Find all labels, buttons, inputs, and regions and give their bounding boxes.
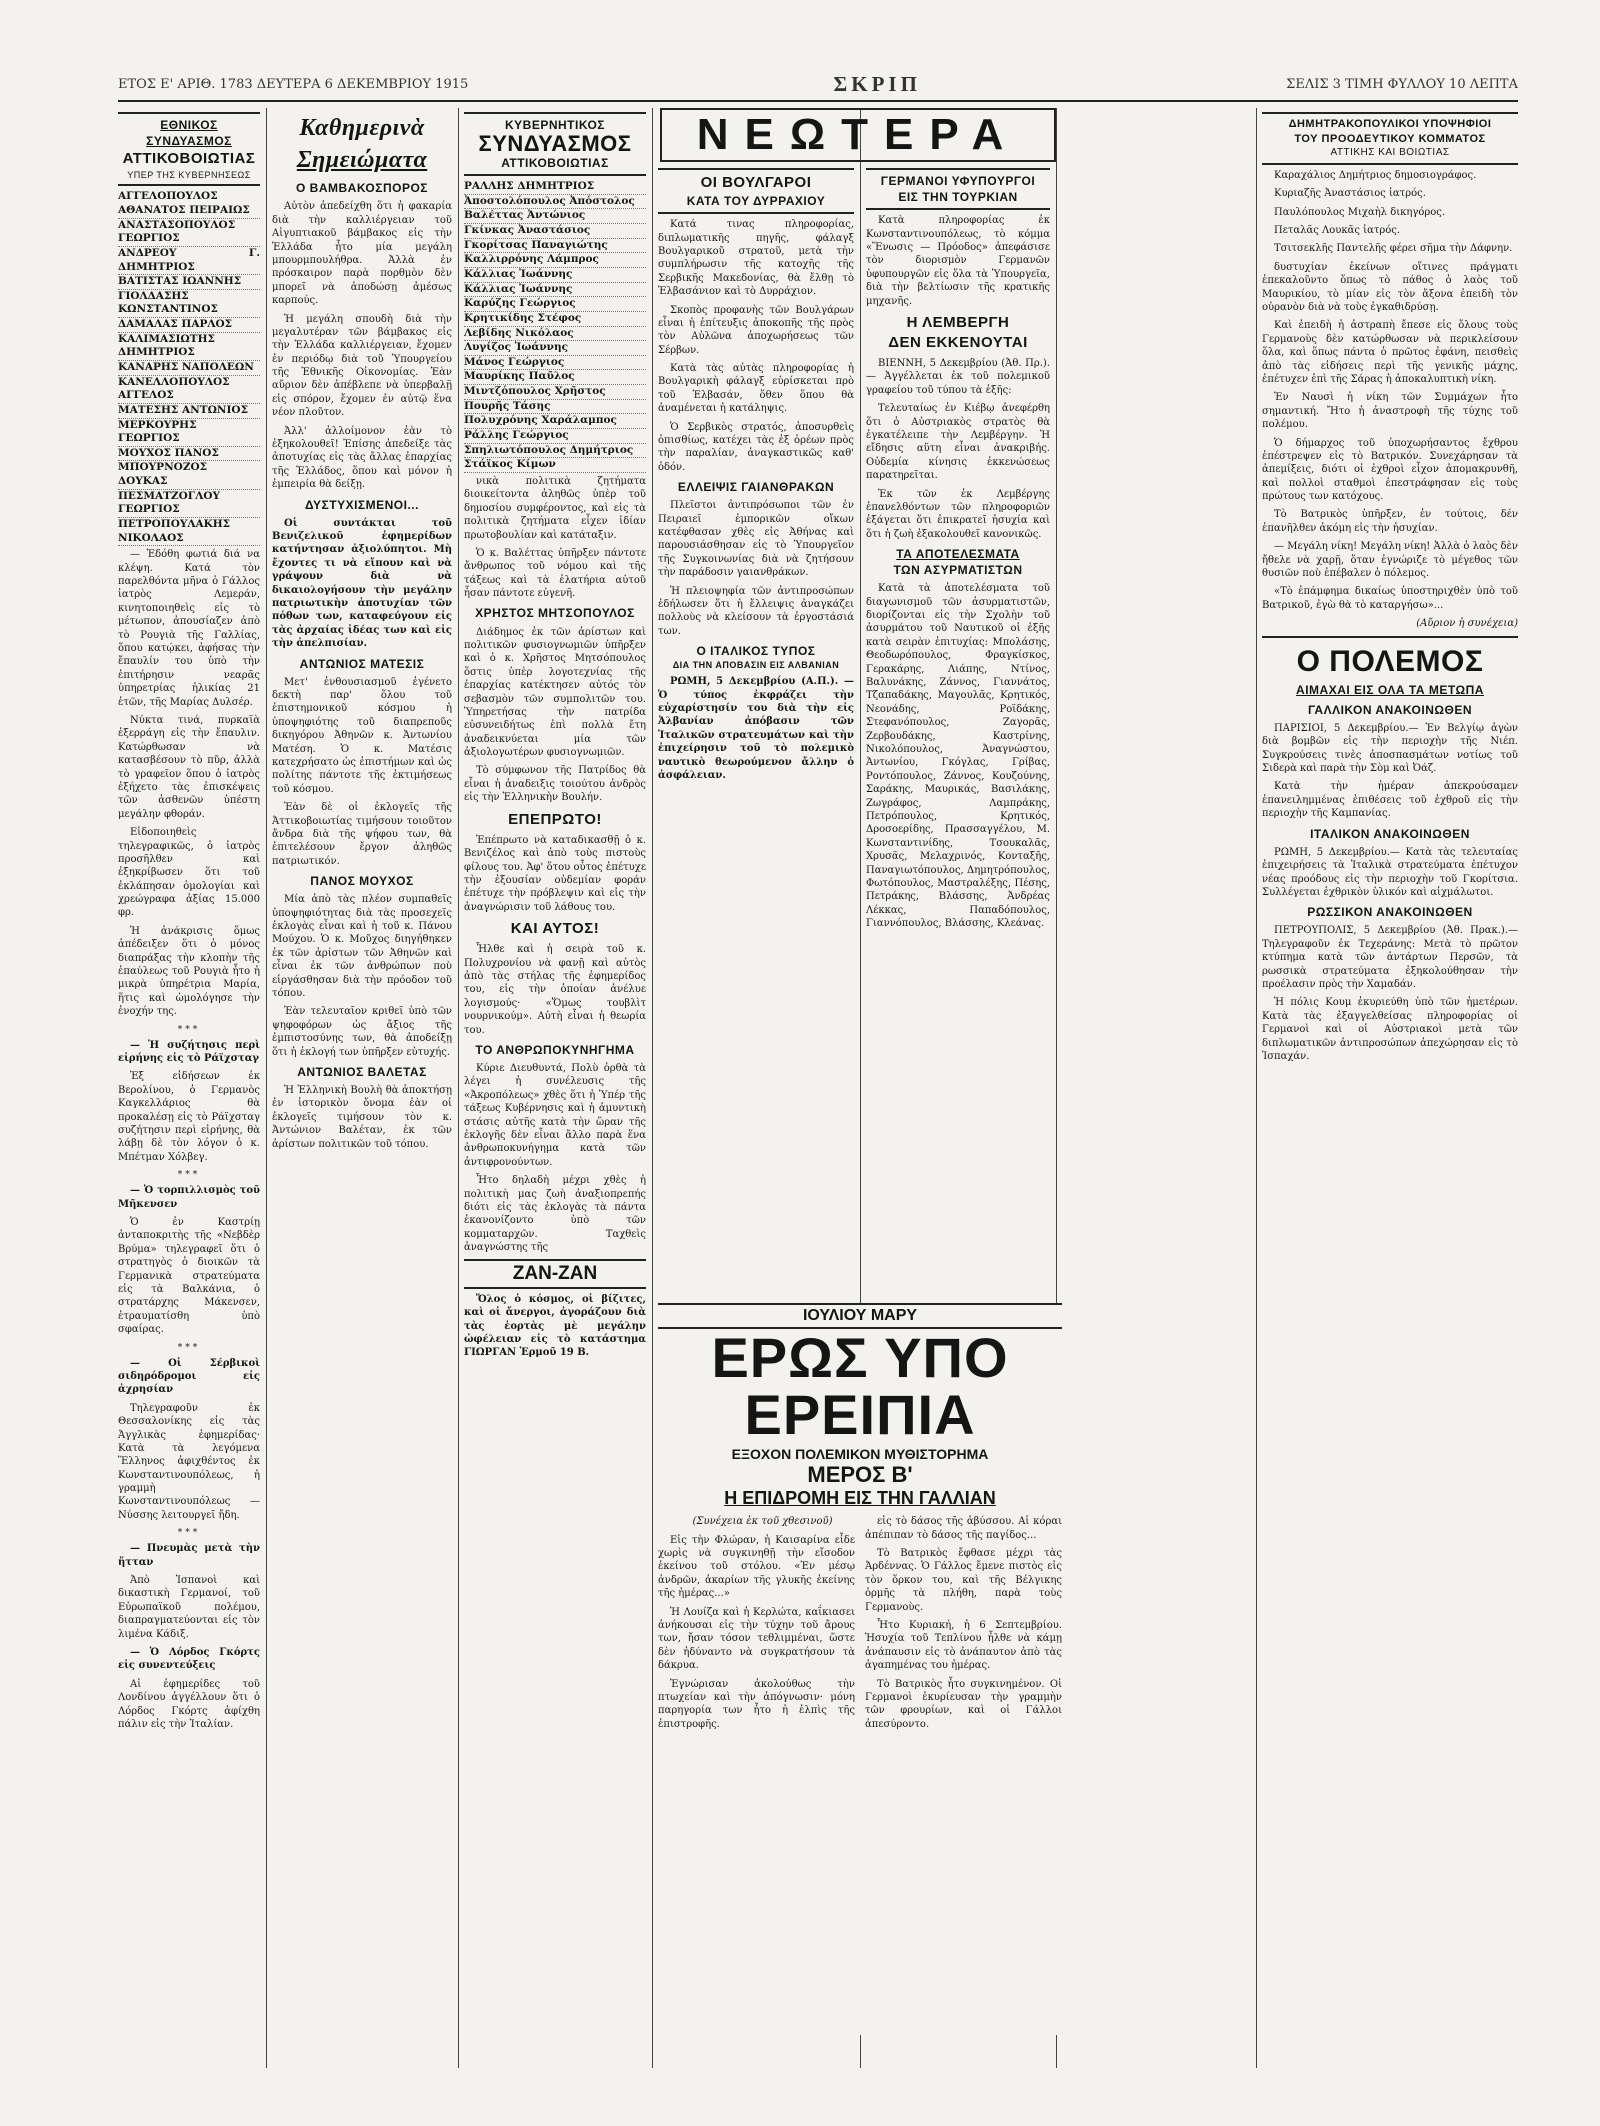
section-title-line1: Η ΛΕΜΒΕΡΓΗ [906,313,1010,331]
serial-col-left [658,1515,855,2035]
article-text: Σκοπὸς προφανὴς τῶν Βουλγάρων εἶναι ἡ ἐπίτευξις ἀποκοπῆς τῆς πρὸς τὸν Αὐλῶνα ἀποχωρήσεως τῶν Σέρβων. [658,304,854,356]
war-section-header [1262,636,1518,698]
article-text: Ἀλλ' ἀλλοίμονον ἐὰν τὸ ἐξηκολουθεῖ! Ἐπίσης ἀπεδείξε τὰς ἀποτυχίας εἰς τὰς ἄλλας ἐπαρχίας τῆς Ἑλλάδος, ὅπου καὶ μόνον ἡ ἐμπειρία θὰ δείξῃ. [272,425,452,491]
candidate-name: ΜΑΤΕΣΗΣ ΑΝΤΩΝΙΟΣ [118,404,260,419]
serial-part: ΜΕΡΟΣ Β' [807,1462,913,1488]
candidate-name: Ἀποστολόπουλος Ἀπόστολος [464,195,646,210]
header-line3: ΑΤΤΙΚΗΣ ΚΑΙ ΒΟΙΩΤΙΑΣ [1330,147,1450,159]
candidate-name: ΑΝΑΣΤΑΣΟΠΟΥΛΟΣ ΓΕΩΡΓΙΟΣ [118,219,260,247]
article-text: Κατὰ πληροφορίας ἐκ Κωνσταντινουπόλεως, τὸ κόμμα «Ἕνωσις — Πρόοδος» ἀπεφάσισε τὸν διορισμὸν Γερμανῶν ὑφυπουργῶν εἰς ὅλα τὰ Ὑπουργεῖα, διὰ τὴν βελτίωσιν τῆς κρατικῆς μηχανῆς. [866,215,1050,307]
article-text: Καὶ ἐπειδὴ ἡ ἀστραπὴ ἔπεσε εἰς ὅλους τοὺς Γερμανοὺς δὲν κατώρθωσαν νὰ περικλείσουν ὅλα, καὶ ὅπως πάντα ὁ πρῶτος ἐφάνη, πεισθεὶς ἀπὸ τὰς εἰδήσεις περὶ τῆς γενικῆς μάχης, ἐπέτυχεν ἐπὶ τῆς Σάρας ἡ ἀποκαλυπτικὴ νίκη. [1262,320,1518,385]
article-text: Ἀπὸ Ἰσπανοὶ καὶ δικαστικὴ Γερμανοί, τοῦ Εὐρωπαϊκοῦ πολέμου, διαπραγματεύονται εἰς τὸν λιμένα Κάδιξ. [118,1575,260,1640]
header-line2: ΤΟΥ ΠΡΟΟΔΕΥΤΙΚΟΥ ΚΟΜΜΑΤΟΣ [1294,132,1486,145]
article-text: Ἡ Ἑλληνικὴ Βουλὴ θὰ ἀποκτήσῃ ἐν ἰστορικὸν ὄνομα ἐὰν οἱ ἐκλογεῖς τιμήσουν τὸν κ. Ἀντώνιον Βαλέταν, ἐκ τῶν ἀρίστων πολιτικῶν τοῦ τόπου. [272,1084,452,1150]
newspaper-title: ΣΚΡΙΠ [833,71,921,96]
article-text: Τὸ σύμφωνον τῆς Πατρίδος θὰ εἶναι ἡ ἀναδειξις τοιούτου ἀνδρὸς εἰς τὴν Ἑλληνικὴν Βουλήν. [464,765,646,804]
article-text: δυστυχίαν ἐκείνων οἵτινες πράγματι ἐπεκαλοῦντο ὅπως τὸ πάθος ὁ λαὸς τοῦ Μαυρικίου, τὸ μίαν εἰς τὸν ἄξονα ἐπειδὴ τὸν οὐρανὸν διὰ νὰ τοὺς ἐγκαθιδρύσῃ. [1262,261,1518,313]
candidate-name: ΚΑΝΑΡΗΣ ΝΑΠΟΛΕΩΝ [118,361,260,376]
article-heading: — Ἡ συζήτησις περὶ εἰρήνης εἰς τὸ Ράϊχσταγ [118,1039,260,1065]
article-text: Ἐὰν δὲ οἱ ἐκλογεῖς τῆς Ἀττικοβοιωτίας τιμήσουν τοιοῦτον ἄνδρα διὰ τῆς ψήφου των, θὰ ἐπιτελέσουν ἔργον ἀληθῶς πατριωτικόν. [272,802,452,867]
serial-title: ΕΡΩΣ ΥΠΟ ΕΡΕΙΠΙΑ [711,1326,1009,1447]
article-text: ΒΙΕΝΝΗ, 5 Δεκεμβρίου (Ἀθ. Πρ.). — Ἀγγέλλεται ἐκ τοῦ πολεμικοῦ γραφείου τοῦ τύπου τὰ ἑξῆς: [866,358,1050,396]
article-text: Ἡ ἀνάκρισις ὅμως ἀπέδειξεν ὅτι ὁ μόνος διαπράξας τὴν κλοπὴν τῆς ἐπαύλεως τοῦ Ρουγιὰ ἦτο ἡ μικρὰ ὑπηρέτρια Μαρία, ἥτις καὶ ὡμολόγησε τὴν ἐνοχήν της. [118,925,260,1018]
candidate-name: Στάϊκος Κίμων [464,458,646,473]
section-title: ΑΝΤΩΝΙΟΣ ΒΑΛΕΤΑΣ [297,1064,427,1079]
government-coalition-header [464,112,646,176]
article-text: Κατὰ τὰ ἀποτελέσματα τοῦ διαγωνισμοῦ τῶν ἀσυρματιστῶν, διορίζονται εἰς τὴν Σχολὴν τοῦ ἀσυρμάτου τοῦ Ναυτικοῦ οἱ ἑξῆς κατὰ σειρὰν ἐπιτυχίας: Μπολάσης, Θεοδωρόπουλος, Φραγκίσκος, Γερακάρης, Λιάπης, Ντίνος, Βαλυνάκης, Ζάννος, Γιαννάτος, Τζαπαδάκης, Μαγουλᾶς, Κρητικός, Νεονάδης, Ροϊδάκης, Στεφανόπουλος, Ζαγορᾶς, Ζερβουδάκης, Καστρίνης, Νικολόπουλος, Ἀναγνώστου, Ἀντωνίου, Γκόγλας, Γρίβας, Ροντόπουλος, Ζάννος, Κουζούνης, Σαράκης, Μαυρικάς, Βασιλάκης, Ζωγράφος, Λαμπράκης, Πετρόπουλος, Κρητικός, Δροσοερίδης, Πρασσαγγέλου, Μ. Κωνσταντινίδης, Τσουκαλᾶς, Χρυσᾶς, Μελαχρινός, Κονταξῆς, Παναγιωτόπουλος, Δημητρόπουλος, Φωτόπουλος, Μαστραλέξης, Πέσης, Πετράκης, Βλάσσης, Ἀνδρέας Λέκκας, Παπαδόπουλος, Γιαννόπουλος, Βλάσσης, Κλεάνας. [866,583,1050,930]
section-title-line1: ΟΙ ΒΟΥΛΓΑΡΟΙ [700,174,812,191]
advertisement-text: Ὅλος ὁ κόσμος, οἱ βίζιτες, καὶ οἱ ἄνεργοι, ἀγοράζουν διὰ τὰς ἑορτὰς μὲ μεγάλην ὠφέλειαν εἰς τὸ κατάστημα ΓΙΩΡΓΑΝ Ἑρμοῦ 19 Β. [464,1293,646,1359]
article-text: «Τὸ ἐπάμφημα δικαίως ὑποστηριχθὲν ὑπὸ τοῦ Βατρικοῦ, ἐγὼ θὰ τὸ καταργήσω»... [1262,586,1518,611]
article-text: Ὁ ἐν Καστρίῃ ἀνταποκριτὴς τῆς «Νεβδὲρ Βρύμα» τηλεγραφεῖ ὅτι ὁ στρατηγὸς ὁ διοικῶν τὰ Γερμανικὰ στρατεύματα εἰς τὰ Βαλκάνια, ὁ στρατάρχης Μάκενσεν, ἐτραυματίσθη ὑπὸ σφαίρας. [118,1216,260,1336]
column-1 [118,108,260,2068]
candidate-entry: Κυριαζῆς Ἀναστάσιος ἰατρός. [1274,188,1426,200]
section-title: ΧΡΗΣΤΟΣ ΜΗΤΣΟΠΟΥΛΟΣ [475,606,635,621]
coalition-title: ΕΘΝΙΚΟΣ ΣΥΝΔΥΑΣΜΟΣ [146,118,232,149]
article-text: Νύκτα τινά, πυρκαϊὰ ἐξερράγη εἰς τὴν ἔπαυλιν. Κατώρθωσαν νὰ κατασβέσουν τὸ πῦρ, ἀλλὰ τὸ γραφεῖον ὅπου ὁ ἰατρὸς ἐξήχετο τὰς ἐπισκέψεις τῶν ἀσθενῶν ὑπέστη μεγάλην φθοράν. [118,715,260,820]
section-title-line1: ΤΑ ΑΠΟΤΕΛΕΣΜΑΤΑ [896,547,1020,562]
candidate-name: Πουρῆς Τάσης [464,400,646,415]
candidate-name: Γκίνκας Ἀναστάσιος [464,224,646,239]
article-text: Ἐπέπρωτο νὰ καταδικασθῇ ὁ κ. Βενιζέλος καὶ ἀπὸ τοὺς πιστοὺς φίλους του. Ἀφ' ὅτου οὗτος ἐπέτυχε τὴν ἐξουσίαν οὐδεμίαν φοράν ἐπέτυχε τὴν πρόβλεψιν καὶ εἰς τὴν ἀναγνώρισιν τοῦ λάθους του. [464,834,646,913]
coalition-region: ΑΤΤΙΚΟΒΟΙΩΤΙΑΣ [122,150,256,168]
article-heading: — Ὁ Λόρδος Γκόρτς εἰς συνεντεύξεις [118,1647,260,1672]
war-title: Ο ΠΟΛΕΜΟΣ [1296,644,1484,678]
section-title [866,313,1050,353]
header-line1: ΔΗΜΗΤΡΑΚΟΠΟΥΛΙΚΟΙ ΥΠΟΨΗΦΙΟΙ [1288,118,1492,130]
coalition-kicker: ΚΥΒΕΡΝΗΤΙΚΟΣ [505,118,605,132]
article-text: Μία ἀπὸ τὰς πλέον συμπαθεῖς ὑποψηφιότητας διὰ τὰς προσεχεῖς ἐκλογὰς εἶναι καὶ ἡ τοῦ κ. Πάνου Μούχου. Ὁ κ. Μοῦχος διηγήθηκεν ἐκ τῶν ἀρίστων τῶν Ἀθηνῶν καὶ εἶναι ἐκ τῶν ἀνθρώπων ποὺ εἰργάσθησαν διὰ τὴν πρόοδον τοῦ τόπου. [272,894,452,999]
separator: *** [177,1528,201,1539]
candidate-name: ΠΕΤΡΟΠΟΥΛΑΚΗΣ ΝΙΚΟΛΑΟΣ [118,518,260,546]
candidate-name: Μάνος Γεώργιος [464,356,646,371]
article-text: ΡΩΜΗ, 5 Δεκεμβρίου.— Κατὰ τὰς τελευταίας ἐπιχειρήσεις τὰ Ἰταλικὰ στρατεύματα ἐπέτυχον νέας προόδους εἰς τὴν περιοχὴν τοῦ Γκορίτσια. Συλλέγεται ἐχθρικὸν ὑλικόν καὶ αἰχμάλωτοι. [1262,846,1518,898]
article-text: Ὁ κ. Βαλέττας ὑπῆρξεν πάντοτε ἄνθρωπος τοῦ νόμου καὶ τῆς τάξεως καὶ τὰ ἐλατήρια αὐτοῦ ἦσαν πάντοτε εὐγενῆ. [464,547,646,600]
daily-notes-subtitle: Σημειώματα [296,147,428,174]
article-text: Τὸ Βατρικὸς ὑπῆρξεν, ἐν τούτοις, δέν ἐπανῆλθεν ἀκόμη εἰς τὴν ἡσυχίαν. [1262,509,1518,534]
candidate-name: ΔΑΜΑΛΑΣ ΠΑΡΛΟΣ [118,318,260,333]
section-title [658,168,854,214]
article-text: Ἡ μεγάλη σπουδὴ διὰ τὴν μεγαλυτέραν τῶν βάμβακος εἰς τὴν Ἑλλάδα καλλιέργειαν, ἔχομεν ἐν περιόδῳ διὰ τοῦ Ὑπουργείου τῆς Ἐθνικῆς Οἰκονομίας. Ἐὰν αὔριον δὲν ἀπέβλεπε νὰ ὑπερβαλῇ εἰς σπόρον, ἔχομεν ἐν αὐτῷ ἕνα νέον πλοῦτον. [272,313,452,419]
candidate-name: Λυγίζος Ἰωάννης [464,341,646,356]
candidate-name: Καλλιρρόνης Λάμπρος [464,253,646,268]
section-title: ΙΤΑΛΙΚΟΝ ΑΝΑΚΟΙΝΩΘΕΝ [1310,826,1470,841]
column-3 [464,108,646,2068]
article-text: Ἦτο δηλαδὴ μέχρι χθὲς ἡ πολιτικὴ μας ζωὴ ἀναξιοπρεπής διότι εἰς τὰς ἐκλογὰς τὰ πάντα ἐκανονίζοντο ὑπὸ τῶν κομματαρχῶν. Ταχθεὶς ἀναγνώστης τῆς [464,1175,646,1254]
serial-text: Εἰς τὴν Φλώραν, ἡ Καισαρίνα εἶδε χωρὶς νὰ συγκινηθῇ τὴν εἴσοδον ἐκείνου τοῦ στόλου. «Ἐν μέσῳ ἀνδρῶν, ἀκαρίων τῆς γλυκῆς ἐκείνης τῆς ἡμέρας...» [658,1534,855,1600]
article-text: ΠΑΡΙΣΙΟΙ, 5 Δεκεμβρίου.— Ἐν Βελγίῳ ἀγὼν διὰ βομβῶν εἰς τὴν περιοχὴν τῆς Νιέπ. Συγκρούσεις τινὲς ἀποσπασμάτων νοτίως τοῦ Σιδερὰ καὶ παρὰ τὴν Σὸμ καὶ Ὀάζ. [1262,722,1518,775]
article-text: Αὐτὸν ἀπεδείχθη ὅτι ἡ φακαρία διὰ τὴν καλλιέργειαν τοῦ Αἰγυπτιακοῦ βάμβακος εἰς τὴν Ἑλλάδα ἦτο μία μεγάλη μπουρμπουλήθρα. Ἀλλὰ ἐν πρόσκαιρον παρὰ πορθμὸν δὲν μπορεῖ νὰ ἀποδώσῃ ἀμέσως καρπούς. [272,201,452,307]
article-text: Ἦλθε καὶ ἡ σειρὰ τοῦ κ. Πολυχρονίου νὰ φανῇ καὶ αὐτὸς ἀπὸ τὰς στήλας τῆς ἐφημερίδος του, εἰς τὴν ὁποίαν ἀνέλυε λογισμούς· «Ὅμως τουβλὶτ νουρνικούμ». Αὐτὴ εἶναι ἡ θεωρία του. [464,944,646,1036]
candidate-name: ΜΠΟΥΡΝΟΖΟΣ ΔΟΥΚΑΣ [118,461,260,489]
article-text: — Ἐδόθη φωτιά διά να κλέψη. Κατά τὸν παρελθόντα μῆνα ὁ Γάλλος ἰατρὸς Λεμεράν, κινητοποιηθεὶς εἰς τὸ μέτωπον, ἀπουσίαζεν ἀπὸ τὸ Ρουγιὰ τῆς Γαλλίας, ὅπου κατῴκει, ἀφήσας τὴν ἔπαυλίν του ὑπὸ τὴν ἐπιτήρησιν νεαρᾶς ὑπηρετρίας ἡλικίας 21 ἐτῶν, τῆς Μαρίας Δυλσέρ. [118,549,260,708]
separator: *** [177,1024,201,1035]
candidate-name: ΜΟΥΧΟΣ ΠΑΝΟΣ [118,447,260,462]
candidate-name: ΚΑΝΕΛΛΟΠΟΥΛΟΣ ΑΓΓΕΛΟΣ [118,376,260,404]
candidate-list [118,190,260,546]
candidate-name: Κάλλιας Ἰωάννης [464,283,646,298]
candidate-name: ΚΑΛΙΜΑΣΙΩΤΗΣ ΔΗΜΗΤΡΙΟΣ [118,333,260,361]
candidate-list [464,180,646,473]
candidate-name: Μιντζόπουλος Χρῆστος [464,385,646,400]
section-title-line2: ΤΩΝ ΑΣΥΡΜΑΤΙΣΤΩΝ [893,563,1023,578]
column-rule [266,108,267,2068]
section-title-line2: ΕΙΣ ΤΗΝ ΤΟΥΡΚΙΑΝ [898,190,1018,205]
article-text: — Μεγάλη νίκη! Μεγάλη νίκη! Ἀλλὰ ὁ λαὸς δὲν ἤθελε νὰ χαρῇ, ὅταν ἐγνώριζε τὸ μέγεθος τῶν θυσιῶν ποὺ ἐπέβαλεν ὁ πόλεμος. [1262,541,1518,580]
column-rule [652,108,653,2068]
column-2 [272,108,452,2068]
article-text: ΠΕΤΡΟΥΠΟΛΙΣ, 5 Δεκεμβρίου (Ἀθ. Πρακ.).— Τηλεγραφοῦν ἐκ Τεχεράνης: Μετὰ τὸ πρῶτον κτύπημα κατὰ τῶν ἀντάρτων Περσῶν, τὰ ρωσσικὰ στρατεύματα ἐξηκολούθησαν τὴν προέλασιν πρὸς τὴν Χαμαδάν. [1262,925,1518,990]
article-text: Ὁ Σερβικὸς στρατός, ἀποσυρθεὶς ὀπισθίως, κατέχει τὰς ἐξ ὀρέων πρὸς τὴν παραλίαν, ἀναγκαστικῶς καθ' ὁδόν. [658,421,854,473]
section-title: ΠΑΝΟΣ ΜΟΥΧΟΣ [310,874,414,889]
article-text: Ὁ δήμαρχος τοῦ ὑποχωρήσαντος ἔχθρου ἐπέστρεψεν εἰς τὸ Βατρικόν. Συνεχάρησαν τὰ ἀπεμίξεις, διότι οἱ ἐχθροὶ εἶχον ἀπομακρυνθῆ, καὶ πολλοὶ σταθμοὶ ἐπεστράφησαν εἰς τοὺς πρώτους των κατόχους. [1262,437,1518,503]
coalition-subtitle: ΥΠΕΡ ΤΗΣ ΚΥΒΕΡΝΗΣΕΩΣ [127,170,251,181]
candidate-name: ΒΑΤΙΣΤΑΣ ΙΩΑΝΝΗΣ [118,275,260,290]
article-text: Κατά τινας πληροφορίας, διπλωματικῆς πηγῆς, φάλαγξ Βουλγαρικοῦ στρατοῦ, μετὰ τὴν συμπλήρωσιν τῆς κατοχῆς τῆς Σερβικῆς Μακεδονίας, θὰ ἔλθῃ τὸ Ἐλβασάνιον καὶ τὸ Δυρράχιον. [658,219,854,298]
candidate-entry: Παυλόπουλος Μιχαὴλ δικηγόρος. [1274,206,1446,218]
candidate-name: Καρύζης Γεώργιος [464,297,646,312]
candidate-name: Λεβίδης Νικόλαος [464,327,646,342]
column-rule [1256,108,1257,2068]
section-title: ΡΩΣΣΙΚΟΝ ΑΝΑΚΟΙΝΩΘΕΝ [1307,905,1473,920]
serial-banner [658,1303,1062,2035]
article-text: Κύριε Διευθυντά, Πολὺ ὀρθὰ τὰ λέγει ἡ συνέλευσις τῆς «Ἀκροπόλεως» χθὲς ὅτι ἡ Ὑπέρ τῆς τάξεως Κυβέρνησις καὶ ἡ ἀμυντικὴ στάσις αὐτῆς κατὰ τὴν ὥραν τῆς ἐκλογῆς δὲν εἶναι ἄλλο παρὰ ἕνα ἀνθρωποκυνήγημα κατὰ τῶν ἀντιφρονούντων. [464,1062,646,1168]
article-text: Κατὰ τὰς αὐτὰς πληροφορίας ἡ Βουλγαρικὴ φάλαγξ εὑρίσκεται πρὸ τοῦ Ἐλβασάν, ὅθεν ὅπου θὰ ἀναμένεται ἡ κατάληψις. [658,363,854,415]
serial-text: Ἡ Λουίζα καὶ ἡ Κερλώτα, καΐκιασει ἀνήκουσαι εἰς τὴν τύχην τοῦ ἄρους των, ἤσαν τόσον τεθλιμμέναι, ὥστε δὲν ἠδύναντο νὰ συγκρατήσουν τὰ δάκρυα. [658,1606,855,1672]
serial-continuation: (Συνέχεια ἐκ τοῦ χθεσινοῦ) [692,1516,833,1528]
separator: *** [177,1170,201,1181]
article-text: Ἐξ εἰδήσεων ἐκ Βερολίνου, ὁ Γερμανὸς Καγκελλάριος θὰ προκαλέσῃ εἰς τὸ Ράϊχσταγ συζήτησιν περὶ εἰρήνης, θὰ λάβῃ δὲ τὸν λόγον ὁ κ. Μπέτμαν Χόλβεγ. [118,1071,260,1163]
section-title: ΓΑΛΛΙΚΟΝ ΑΝΑΚΟΙΝΩΘΕΝ [1308,702,1472,717]
section-title: ΚΑΙ ΑΥΤΟΣ! [510,920,600,938]
article-text: Πλεῖστοι ἀντιπρόσωποι τῶν ἐν Πειραιεῖ ἐμπορικῶν οἴκων κατέφθασαν χθὲς εἰς Ἀθήνας καὶ παρουσιάσθησαν εἰς τὸ Ὑπουργεῖον τῆς Συγκοινωνίας διὰ νὰ ζητήσουν τὴν παράδοσιν γαιανθράκων. [658,500,854,579]
section-title: ΕΠΕΠΡΩΤΟ! [508,810,602,828]
serial-text: Τὸ Βατρικὸς ἔφθασε μέχρι τὰς Ἀρδέννας. Ὁ Γάλλος ἔμενε πιστὸς εἰς τὸν ὅρκον του, καὶ τῆς Βέλγικης ὁρμῆς τὰ πλήθη, παρὰ τοὺς Γερμανοὺς. [865,1548,1062,1613]
continuation-note: (Αὔριον ἡ συνέχεια) [1416,618,1518,630]
serial-body [658,1515,1062,2035]
section-title-line1: Ο ΙΤΑΛΙΚΟΣ ΤΥΠΟΣ [696,644,816,659]
candidate-name: ΓΙΟΛΔΑΣΗΣ ΚΩΝΣΤΑΝΤΙΝΟΣ [118,290,260,318]
article-text: Ἐὰν τελευταῖον κριθεῖ ὑπὸ τῶν ψηφοφόρων ὡς ἄξιος τῆς ἐμπιστοσύνης των, θὰ ἀποδείξῃ ὅτι ἡ ἐκλογή των ὑπῆρξεν εὐτυχής. [272,1006,452,1058]
column-6 [1262,108,1518,2068]
article-text: ΡΩΜΗ, 5 Δεκεμβρίου (Α.Π.). — Ὁ τύπος ἐκφράζει τὴν εὐχαρίστησίν του διὰ τὴν εἰς Ἀλβανίαν ἀπόβασιν τῶν Ἰταλικῶν στρατευμάτων καὶ τὴν ἐπιχείρησιν τοῦ τὸ πολεμικὸ ναυτικὸ θεωρούμενον ἄλλην ὁ ἀσφάλειαν. [658,676,854,782]
candidate-name: ΡΑΛΛΗΣ ΔΗΜΗΤΡΙΟΣ [464,180,646,195]
section-title-line2: ΔΙΑ ΤΗΝ ΑΠΟΒΑΣΙΝ ΕΙΣ ΑΛΒΑΝΙΑΝ [672,660,840,671]
article-text: Τελευταίως ἐν Κιέβῳ ἀνεφέρθη ὅτι ὁ Αὐστριακὸς στρατὸς θὰ ἐγκατέλειπε τὴν Λεμβέργην. Ἡ εἴδησις αὕτη εἶναι ἀνακριβής. Οὐδεμία κίνησις ἐκκενώσεως παρατηρεῖται. [866,403,1050,482]
section-title-line1: ΓΕΡΜΑΝΟΙ ΥΦΥΠΟΥΡΓΟΙ [880,174,1036,188]
serial-text: Ἦτο Κυριακή, ἡ 6 Σεπτεμβρίου. Ἡσυχία τοῦ Τεπλίνου ἦλθε νὰ κάμῃ ἀνάπαυσιν εἰς τὸ ἀνάπαυτον ἀπὸ τὰς ἀγαπημένας του ἡμέρας. [865,1619,1062,1672]
war-subtitle: ΑΙΜΑΧΑΙ ΕΙΣ ΟΛΑ ΤΑ ΜΕΤΩΠΑ [1296,682,1484,697]
article-heading: — Πνευμὰς μετὰ τὴν ἥτταν [118,1543,260,1568]
separator: *** [177,1342,201,1353]
coalition-header [118,112,260,186]
article-text: Ἐκ τῶν ἐκ Λεμβέργης ἐπανελθόντων τῶν πληροφοριῶν ἐξάγεται ὅτι ἐπικρατεῖ ἡσυχία καὶ ὅτι ἡ ζωὴ ἐξακολουθεῖ κανονικῶς. [866,488,1050,540]
section-title-line2: ΔΕΝ ΕΚΚΕΝΟΥΤΑΙ [888,333,1028,351]
section-title: ΔΥΣΤΥΧΙΣΜΕΝΟΙ... [305,497,419,512]
candidate-name: Κρητικίδης Στέφος [464,312,646,327]
article-text: νικὰ πολιτικὰ ζητήματα διοικείτοντα ἀληθῶς ὑπὲρ τοῦ δημοσίου συμφέροντος, καὶ εἰς τὰ πολιτικὰ ζητήματα εἶχεν ἰδίαν πρωτοβουλίαν καὶ κατάταξιν. [464,475,646,541]
section-title [658,643,854,671]
candidate-entry: Καραχάλιος Δημήτριος δημοσιογράφος. [1274,169,1477,181]
progressive-candidates-header [1262,112,1518,165]
coalition-title: ΣΥΝΔΥΑΣΜΟΣ [478,131,632,157]
candidate-name: Πολυχρόνης Χαράλαμπος [464,414,646,429]
candidate-name: Ράλλης Γεώργιος [464,429,646,444]
masthead [118,68,1518,100]
serial-text: Ἐγνώρισαν ἀκολούθως τὴν πτωχείαν καὶ τὴν ἀπόγνωσιν· μόνη παρηγορία των ἦτο ἡ ἐλπὶς τῆς ἐπιστροφῆς. [658,1678,855,1730]
section-title-line2: ΚΑΤΑ ΤΟΥ ΔΥΡΡΑΧΙΟΥ [686,194,826,209]
article-text: Διάδημος ἐκ τῶν ἀρίστων καὶ πολιτικῶν φυσιογνωμιῶν ὑπῆρξεν καὶ ὁ κ. Χρῆστος Μητσόπουλος ὅστις ὑπὲρ λογοτεχνίας τῆς ἐπαρχίας κατέκτησεν αὐτός τὸν σεβασμὸν τῶν συμπολιτῶν του. Ὑπηρετήσας τὴν πατρίδα εὐσυνειδήτως ἐπὶ πολλὰ ἔτη ἀναδεικνύεται μία τῶν ἀξιολογωτέρων φυσιογνωμιῶν. [464,626,646,759]
serial-subtitle: Η ΕΠΙΔΡΟΜΗ ΕΙΣ ΤΗΝ ΓΑΛΛΙΑΝ [724,1488,996,1509]
candidate-name: ΜΕΡΚΟΥΡΗΣ ΓΕΩΡΓΙΟΣ [118,419,260,447]
candidate-name: Γκορίτσας Παναγιώτης [464,239,646,254]
neotera-heading: ΝΕΩΤΕΡΑ [660,108,1056,162]
advertisement-title: ZAN-ZAN [464,1259,646,1288]
candidate-entry: Τσιτσεκλῆς Παντελῆς φέρει σῆμα τὴν Δάφνην. [1274,243,1513,255]
serial-text: Τὸ Βατρικὸς ἦτο συγκινημένον. Οἱ Γερμανοὶ ἐκυρίευσαν τὴν γραμμὴν τῶν φρουρίων, καὶ οἱ Γάλλοι ἀπεσύροντο. [865,1678,1062,1730]
issue-info: ΕΤΟΣ Ε' ΑΡΙΘ. 1783 ΔΕΥΤΕΡΑ 6 ΔΕΚΕΜΒΡΙΟΥ 1915 [118,76,469,92]
section-title: Ο ΒΑΜΒΑΚΟΣΠΟΡΟΣ [295,181,429,196]
serial-col-right [865,1515,1062,2035]
daily-notes-title: Καθημερινὰ [299,115,425,141]
header-rule [118,100,1518,102]
article-text: Ἡ πόλις Κουμ ἐκυριεύθη ὑπὸ τῶν ἡμετέρων. Κατὰ τὰς ἐξαγγελθείσας πληροφορίας οἱ Γερμανοὶ καὶ οἱ Αὐστριακοὶ μετὰ τῶν διπλωματικῶν ἀντιπροσώπων ἀπεχώρησαν εἰς τὸ Ἰσπαχάν. [1262,997,1518,1062]
daily-notes-header [272,112,452,176]
article-text: Τηλεγραφοῦν ἐκ Θεσσαλονίκης εἰς τὰς Ἀγγλικὰς ἐφημερίδας· Κατὰ τὰ λεγόμενα Ἕλληνος ἀφιχθέντος ἐκ Κωνσταντινουπόλεως, ἡ γραμμὴ Κωνσταντινουπόλεως — Νύσσης λειτουργεῖ ἤδη. [118,1402,260,1521]
serial-genre: ΕΞΟΧΟΝ ΠΟΛΕΜΙΚΟΝ ΜΥΘΙΣΤΟΡΗΜΑ [731,1446,989,1463]
article-text: Εἰδοποιηθεὶς τηλεγραφικῶς, ὁ ἰατρὸς προσῆλθεν καὶ ἐξηκρίβωσεν ὅτι τοῦ ἐκλάπησαν ὁμολογίαι καὶ χρεώγραφα ἀξίας 15.000 φρ. [118,827,260,919]
newspaper-page [118,108,1518,2068]
candidate-name: ΠΕΣΜΑΤΖΟΓΛΟΥ ΓΕΩΡΓΙΟΣ [118,490,260,518]
column-rule [458,108,459,2068]
article-text: Μετ' ἐνθουσιασμοῦ ἐγένετο δεκτὴ παρ' ὅλου τοῦ ἐπιστημονικοῦ κόσμου ἡ ὑποψηφιότης τοῦ διαπρεποῦς δικηγόρου Ἀθηνῶν κ. Ἀντωνίου Ματέση. Ὁ κ. Ματέσις κατεχρήσατο ὡς ἐπιστήμων καὶ ὡς πολίτης πάντοτε τῆς ἐκτιμήσεως τοῦ κόσμου. [272,676,452,795]
article-text: Αἱ ἐφημερίδες τοῦ Λονδίνου ἀγγέλλουν ὅτι ὁ Λόρδος Γκόρτς ἀφίχθη πάλιν εἰς τὴν Ἰταλίαν. [118,1678,260,1730]
coalition-region: ΑΤΤΙΚΟΒΟΙΩΤΙΑΣ [501,156,609,171]
candidate-name: ΑΝΔΡΕΟΥ Γ. ΔΗΜΗΤΡΙΟΣ [118,247,260,275]
candidate-name: Κάλλιας Ἰωάννης [464,268,646,283]
candidate-name: ΑΓΓΕΛΟΠΟΥΛΟΣ ΑΘΑΝΑΤΟΣ ΠΕΙΡΑΙΩΣ [118,190,260,218]
article-text: Οἱ συντάκται τοῦ Βενιζελικοῦ ἐφημερίδων κατήντησαν ἀξιολύπητοι. Μὴ ἔχοντες τι νὰ εἴπουν καὶ νὰ γράψουν διὰ νὰ δικαιολογήσουν τὴν μεγάλην πατριωτικὴν ἀποτυχίαν τῶν πόθων των, καταφεύγουν εἰς τὰς ἀρχαίας ἰδέας των καὶ εἰς τὴν ἀπελπισίαν. [272,517,452,650]
candidate-name: Σπηλιωτόπουλος Δημήτριος [464,444,646,459]
section-title [866,546,1050,578]
article-text: Ἐν Ναυσὶ ἡ νίκη τῶν Συμμάχων ἦτο σημαντική. Ἤτο ἡ ἀναστροφὴ τῆς τύχης τοῦ πολέμου. [1262,392,1518,431]
section-title: ΑΝΤΩΝΙΟΣ ΜΑΤΕΣΙΣ [299,656,425,671]
article-text: Κατὰ τὴν ἡμέραν ἀπεκρούσαμεν ἐπανειλημμένας ἐπιθέσεις τοῦ ἐχθροῦ εἰς τὴν περιοχὴν τῆς Καμπανίας. [1262,781,1518,820]
page-price: ΣΕΛΙΣ 3 ΤΙΜΗ ΦΥΛΛΟΥ 10 ΛΕΠΤΑ [1286,76,1518,92]
article-heading: — Οἱ Σέρβικοὶ σιδηρόδρομοι εἰς ἀχρησίαν [118,1357,260,1396]
section-title: ΕΛΛΕΙΨΙΣ ΓΑΙΑΝΘΡΑΚΩΝ [677,480,835,495]
section-title: ΤΟ ΑΝΘΡΩΠΟΚΥΝΗΓΗΜΑ [475,1042,635,1057]
serial-text: εἰς τὸ δάσος τῆς ἀβύσσου. Αἱ κόραι ἀπέπιπαν τὸ δάσος τῆς παγίδος... [865,1516,1062,1541]
section-title [866,168,1050,210]
serial-author: ΙΟΥΛΙΟΥ ΜΑΡΥ [658,1303,1062,1329]
article-heading: — Ὁ τορπιλλισμὸς τοῦ Μῆκενσεν [118,1185,260,1210]
candidate-name: Βαλέττας Ἀντώνιος [464,209,646,224]
candidate-entry: Πεταλᾶς Λουκᾶς ἰατρός. [1274,225,1401,237]
article-text: Ἡ πλειοψηφία τῶν ἀντιπροσώπων ἐδήλωσεν ὅτι ἡ ἔλλειψις ἀναγκάζει πολλοὺς νὰ κλείσουν τὰ ἐργοστάσιά των. [658,585,854,637]
candidate-name: Μαυρίκης Παῦλος [464,370,646,385]
